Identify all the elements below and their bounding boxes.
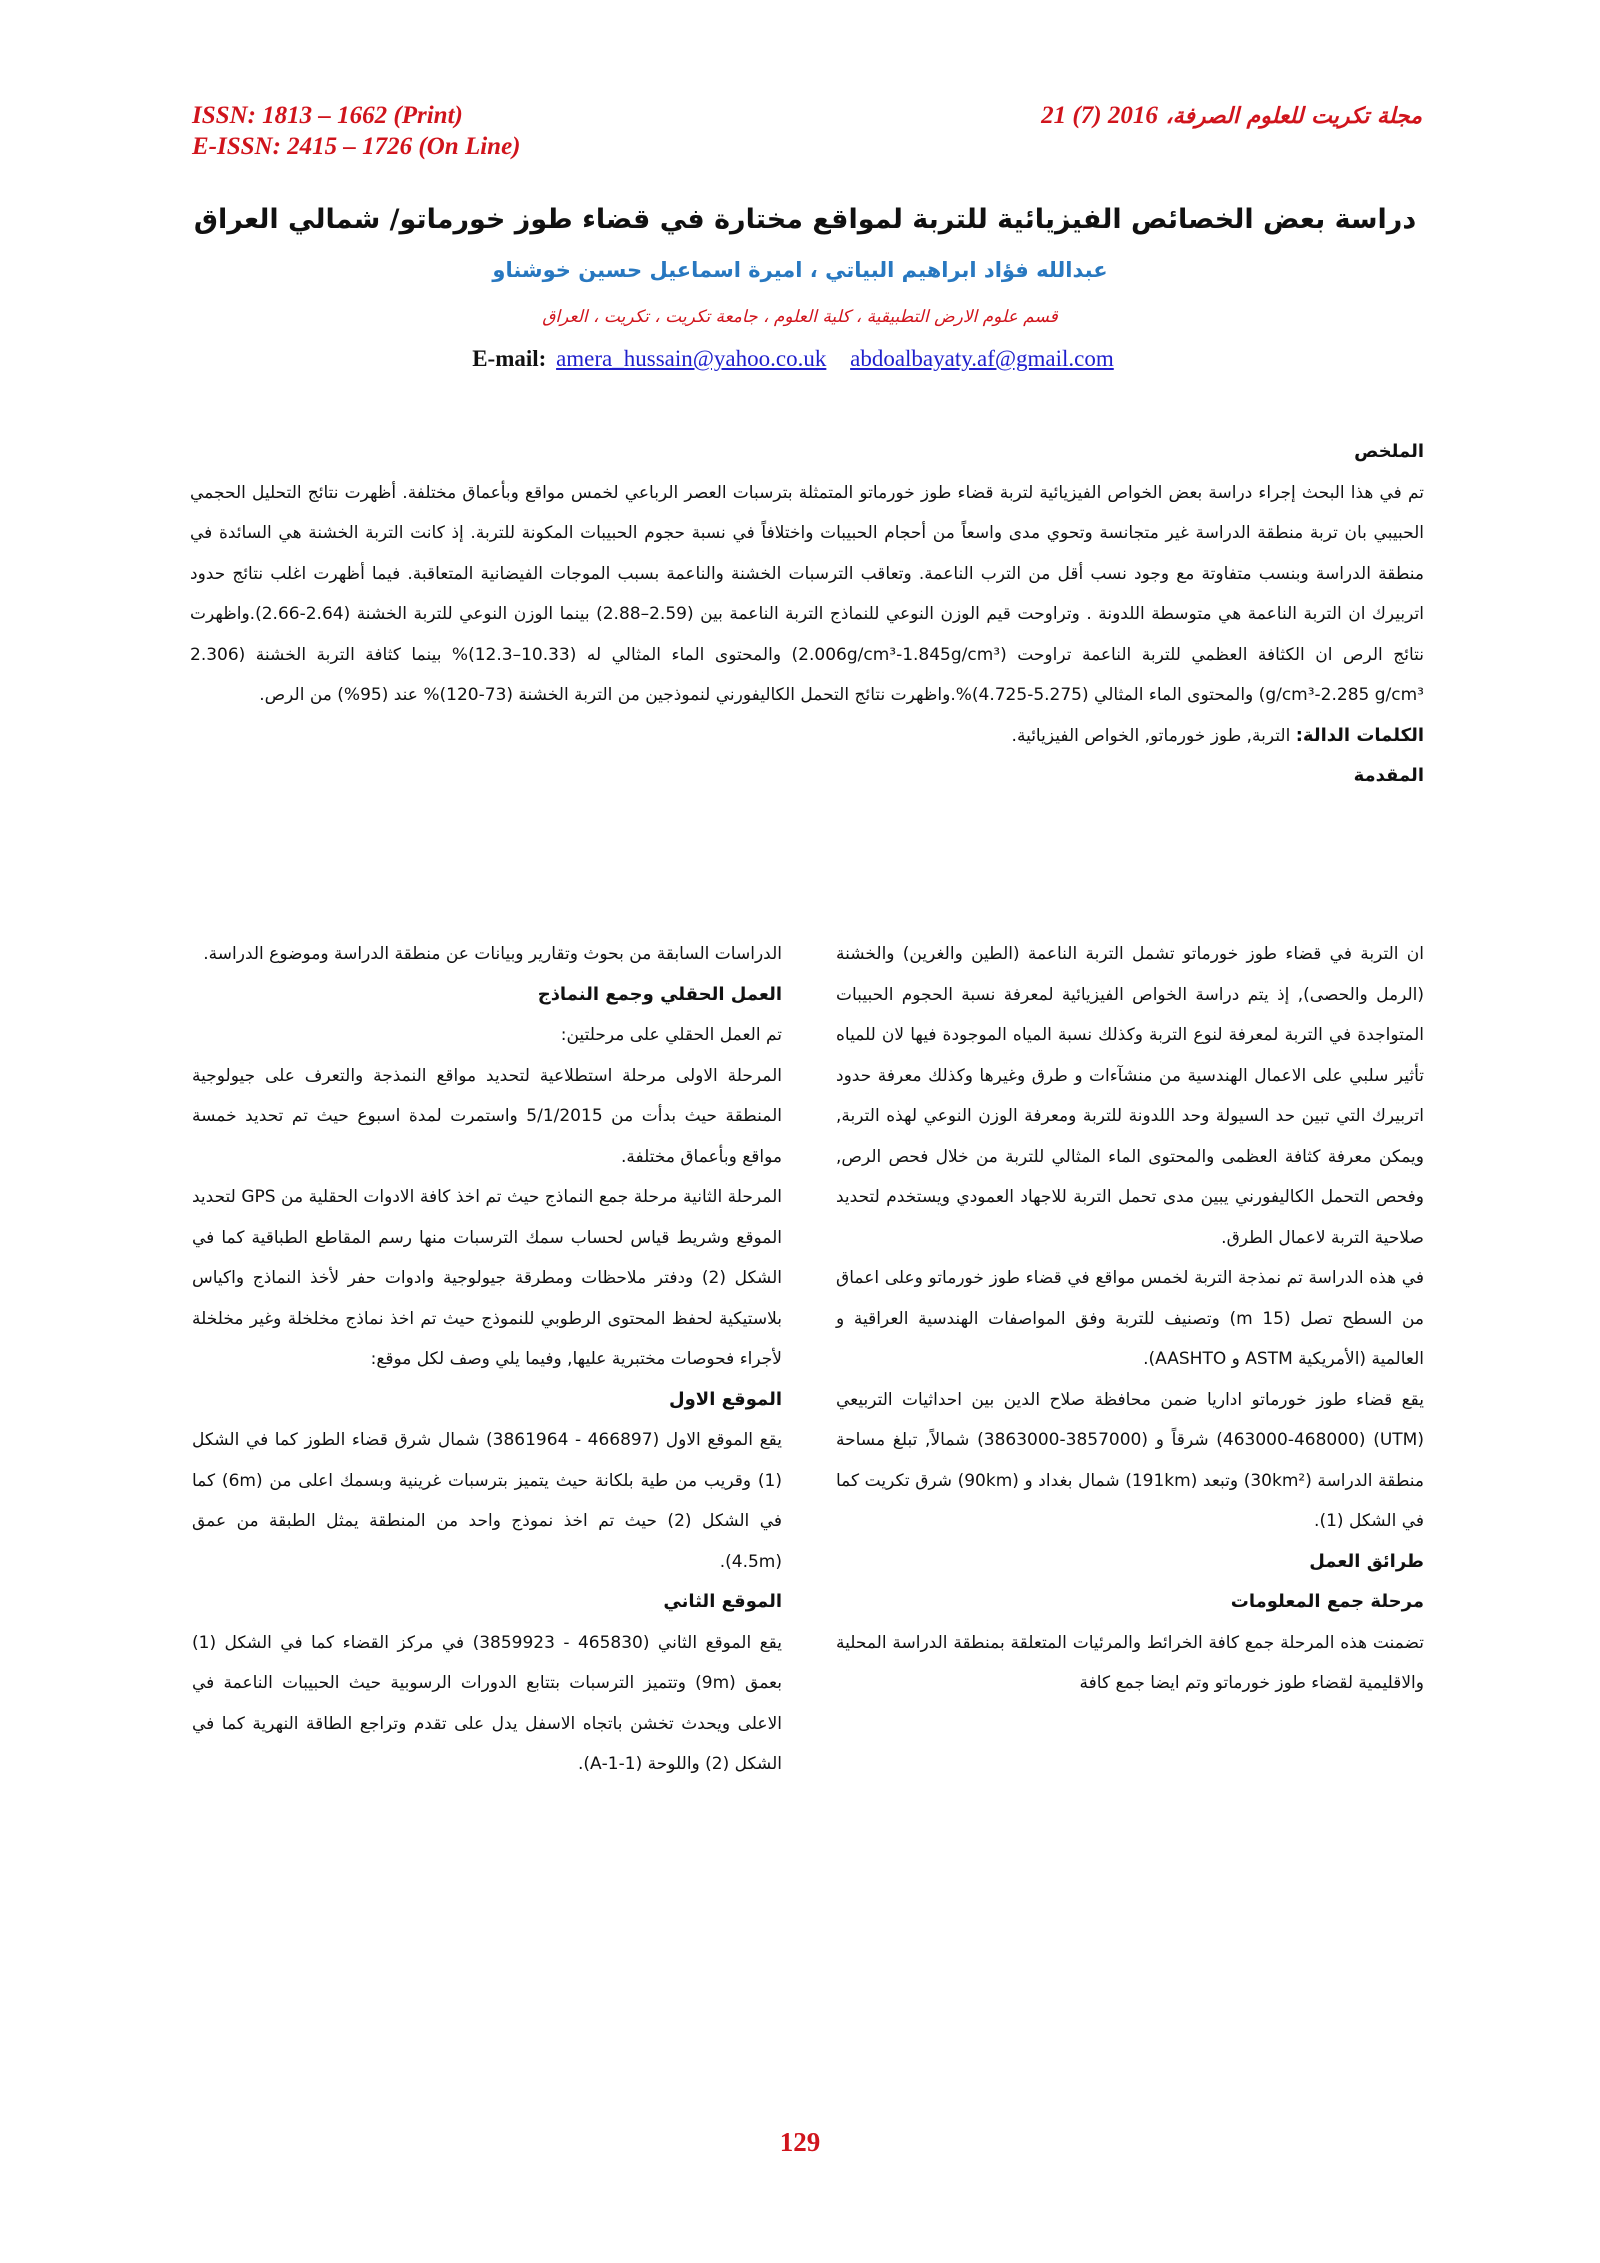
site-one-heading: الموقع الاول xyxy=(668,1388,782,1410)
email-link-2[interactable]: abdoalbayaty.af@gmail.com xyxy=(850,346,1114,371)
info-collection-heading: مرحلة جمع المعلومات xyxy=(1230,1591,1424,1612)
field-work-heading: العمل الحقلي وجمع النماذج xyxy=(537,983,782,1005)
abstract-heading: الملخص xyxy=(1354,441,1424,462)
authors: عبدالله فؤاد ابراهيم البياتي ، اميرة اسماعيل حسين خوشناو xyxy=(492,258,1108,282)
page-number: 129 xyxy=(779,2127,821,2157)
keywords-label: الكلمات الدالة: xyxy=(1295,724,1424,746)
phase-one-paragraph: المرحلة الاولى مرحلة استطلاعية لتحديد مواقع النمذجة والتعرف على جيولوجية المنطقة حيث بدأت من 5/1/2015 واستمرت لمدة اسبوع حيث تم تحديد خمسة مواقع وبأعماق مختلفة. xyxy=(192,1065,782,1167)
abstract-section xyxy=(190,432,1424,797)
site-two-paragraph: يقع الموقع الثاني (465830 - 3859923) في مركز القضاء كما في الشكل (1) بعمق (9m) وتتميز الترسبات بتتابع الدورات الرسوبية حيث الحبيبات الناعمة في الاعلى ويحدث تخشن باتجاه الاسفل يدل على تقدم وتراجع الطاقة النهرية كما في الشكل (2) واللوحة (1-1-A). xyxy=(192,1632,782,1774)
journal-citation xyxy=(1041,100,1422,132)
methods-heading: طرائق العمل xyxy=(1309,1550,1424,1572)
info-paragraph: تضمنت هذه المرحلة جمع كافة الخرائط والمرئيات المتعلقة بمنطقة الدراسة المحلية والاقليمية لقضاء طوز خورماتو وتم ايضا جمع كافة xyxy=(836,1632,1424,1693)
issn-print: ISSN: 1813 – 1662 (Print) xyxy=(192,102,463,129)
field-work-intro: تم العمل الحقلي على مرحلتين: xyxy=(560,1025,782,1045)
intro-heading: المقدمة xyxy=(1353,765,1424,786)
affiliation: قسم علوم الارض التطبيقية ، كلية العلوم ، جامعة تكريت ، تكريت ، العراق xyxy=(542,307,1058,327)
intro-paragraph-2: في هذه الدراسة تم نمذجة التربة لخمس مواقع في قضاء طوز خورماتو وعلى اعماق من السطح تصل (15 m) وتصنيف للتربة وفق المواصفات الهندسية العراقية و العالمية (الأمريكية ASTM و AASHTO). xyxy=(836,1268,1425,1369)
keywords xyxy=(190,716,1424,757)
phase-two-paragraph: المرحلة الثانية مرحلة جمع النماذج حيث تم اخذ كافة الادوات الحقلية من GPS لتحديد الموقع وشريط قياس لحساب سمك الترسبات منها رسم المقاطع الطباقية كما في الشكل (2) ودفتر ملاحظات ومطرقة جيولوجية وادوات حفر لأخذ النماذج واكياس بلاستيكية لحفظ المحتوى الرطوبي للنموذج حيث تم اخذ نماذج مخلخلة وغير مخلخلة لأجراء فحوصات مختبرية عليها, وفيما يلي وصف لكل موقع: xyxy=(192,1187,783,1369)
issn-online: E-ISSN: 2415 – 1726 (On Line) xyxy=(192,133,521,160)
email-link-1[interactable]: amera_hussain@yahoo.co.uk xyxy=(556,346,827,371)
abstract-text: تم في هذا البحث إجراء دراسة بعض الخواص الفيزيائية لتربة قضاء طوز خورماتو المتمثلة بترسبات العصر الرباعي لخمس مواقع وبأعماق مختلفة. أظهرت نتائج التحليل الحجمي الحبيبي بان تربة منطقة الدراسة غير متجانسة وتحوي مدى واسعاً من أحجام الحبيبات واختلافاً في نسبة حجوم الحبيبات المكونة للتربة. إذ كانت التربة الخشنة هي السائدة في منطقة الدراسة وبنسب متفاوتة مع وجود نسب أقل من الترب الناعمة. وتعاقب الترسبات الخشنة والناعمة بسبب الموجات الفيضانية المتعاقبة. فيما أظهرت اغلب نتائج حدود اتربيرك ان التربة الناعمة هي متوسطة اللدونة . وتراوحت قيم الوزن النوعي للنماذج التربة الناعمة بين (2.59–2.88) بينما الوزن النوعي للتربة الخشنة (2.64-2.66).واظهرت نتائج الرص ان الكثافة العظمي للتربة الناعمة تراوحت (2.006g/cm³-1.845g/cm³) والمحتوى الماء المثالي له (10.33–12.3)% بينما كثافة التربة الخشنة (2.306 g/cm³-2.285 g/cm³) والمحتوى الماء المثالي (5.275-4.725)%.واظهرت نتائج التحمل الكاليفورني لنموذجين من التربة الخشنة (73-120)% عند (95%) من الرص. xyxy=(190,482,1425,705)
left-column xyxy=(192,934,782,1785)
right-column xyxy=(836,934,1424,1704)
issn-block xyxy=(192,100,521,162)
email-line xyxy=(180,346,1420,372)
email-label: E-mail: xyxy=(472,346,547,371)
site-one-paragraph: يقع الموقع الاول (466897 - 3861964) شمال شرق قضاء الطوز كما في الشكل (1) وقريب من طية بلكانة حيث يتميز بترسبات غرينية وبسمك اعلى من (6m) كما في الشكل (2) حيث تم اخذ نموذج واحد من المنطقة يمثل الطبقة من عمق (4.5m). xyxy=(192,1430,782,1572)
journal-name: مجلة تكريت للعلوم الصرفة، xyxy=(1165,104,1422,129)
prev-studies-paragraph: الدراسات السابقة من بحوث وتقارير وبيانات عن منطقة الدراسة وموضوع الدراسة. xyxy=(203,944,782,964)
intro-paragraph-3: يقع قضاء طوز خورماتو اداريا ضمن محافظة صلاح الدين بين احداثيات التربيعي (UTM) (463000-468000) شرقاً و (3857000-3863000) شمالاً, تبلغ مساحة منطقة الدراسة (30km²) وتبعد (191km) شمال بغداد و (90km) شرق تكريت كما في الشكل (1). xyxy=(836,1389,1425,1531)
intro-paragraph-1: ان التربة في قضاء طوز خورماتو تشمل التربة الناعمة (الطين والغرين) والخشنة (الرمل والحصى), إذ يتم دراسة الخواص الفيزيائية لمعرفة نسبة الحجوم الحبيبات المتواجدة في التربة لمعرفة لنوع التربة وكذلك نسبة المياه الموجودة فيها لان للمياه تأثير سلبي على الاعمال الهندسية من منشآءات و طرق وغيرها وكذلك معرفة حدود اتربيرك التي تبين حد السيولة وحد اللدونة للتربة ومعرفة الوزن النوعي لهذه التربة, ويمكن معرفة كثافة العظمى والمحتوى الماء المثالي للتربة من خلال فحص الرص, وفحص التحمل الكاليفورني يبين مدى تحمل التربة للاجهاد العمودي ويستخدم لتحديد صلاحية التربة لاعمال الطرق. xyxy=(836,944,1424,1248)
journal-volume: 21 (7) 2016 xyxy=(1041,102,1158,129)
site-two-heading: الموقع الثاني xyxy=(663,1591,782,1612)
paper-title: دراسة بعض الخصائص الفيزيائية للتربة لمواقع مختارة في قضاء طوز خورماتو/ شمالي العراق xyxy=(193,204,1417,235)
keywords-text: التربة, طوز خورماتو, الخواص الفيزيائية. xyxy=(1011,725,1291,746)
